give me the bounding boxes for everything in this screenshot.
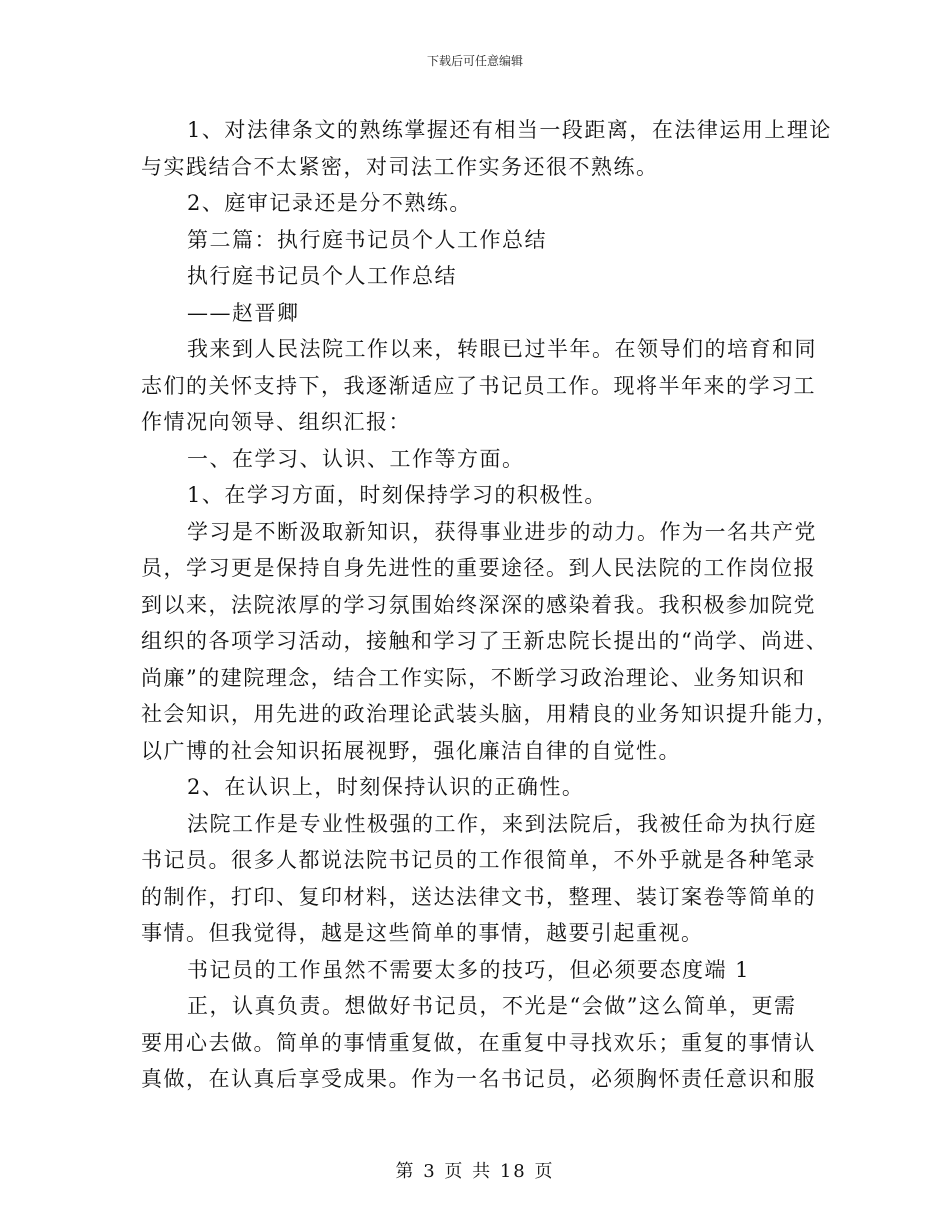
text-line: 我来到人民法院工作以来，转眼已过半年。在领导们的培育和同 [187, 337, 817, 361]
document-title: 执行庭书记员个人工作总结 [187, 264, 457, 288]
text-line: 与实践结合不太紧密，对司法工作实务还很不熟练。 [141, 154, 659, 179]
text-line: 1、在学习方面，时刻保持学习的积极性。 [187, 483, 607, 507]
text-line: 书记员。很多人都说法院书记员的工作很简单，不外乎就是各种笔录 [141, 848, 816, 872]
page-header: 下载后可任意编辑 [426, 54, 523, 68]
text-line: 真做，在认真后享受成果。作为一名书记员，必须胸怀责任意识和服 [141, 1067, 816, 1091]
text-line: 志们的关怀支持下，我逐渐适应了书记员工作。现将半年来的学习工 [141, 373, 816, 398]
text-line: 法院工作是专业性极强的工作，来到法院后，我被任命为执行庭 [187, 811, 817, 836]
document-body [141, 112, 839, 1098]
text-line: 作情况向领导、组织汇报： [141, 410, 411, 434]
text-line: 的制作，打印、复印材料，送达法律文书，整理、装订案卷等简单的 [141, 884, 816, 909]
text-line: 书记员的工作虽然不需要太多的技巧，但必须要态度端 1 [187, 957, 751, 982]
text-line: 社会知识，用先进的政治理论武装头脑，用精良的业务知识提升能力， [141, 702, 839, 726]
text-line: 2、在认识上，时刻保持认识的正确性。 [187, 775, 585, 799]
page-number-footer: 第 3 页 共 18 页 [395, 1161, 555, 1182]
text-line: 员，学习更是保持自身先进性的重要途径。到人民法院的工作岗位报 [141, 556, 816, 580]
text-line: 2、庭审记录还是分不熟练。 [187, 191, 472, 215]
section-heading: 第二篇：执行庭书记员个人工作总结 [187, 227, 547, 252]
text-line: 一、在学习、认识、工作等方面。 [187, 446, 525, 471]
text-line: 1、对法律条文的熟练掌握还有相当一段距离，在法律运用上理论 [187, 118, 832, 142]
text-line: 尚廉”的建院理念，结合工作实际，不断学习政治理论、业务知识和 [141, 665, 806, 690]
text-line: 以广博的社会知识拓展视野，强化廉洁自律的自觉性。 [141, 738, 681, 763]
text-line: 要用心去做。简单的事情重复做，在重复中寻找欢乐；重复的事情认 [141, 1030, 816, 1055]
text-line: 组织的各项学习活动，接触和学习了王新忠院长提出的“尚学、尚进、 [141, 629, 829, 653]
text-line: 正，认真负责。想做好书记员，不光是“会做”这么简单，更需 [187, 994, 797, 1018]
text-line: 事情。但我觉得，越是这些简单的事情，越要引起重视。 [141, 921, 704, 945]
text-line: 到以来，法院浓厚的学习氛围始终深深的感染着我。我积极参加院党 [141, 592, 816, 617]
text-line: 学习是不断汲取新知识，获得事业进步的动力。作为一名共产党 [187, 519, 817, 544]
author-line: ——赵晋卿 [187, 300, 300, 325]
